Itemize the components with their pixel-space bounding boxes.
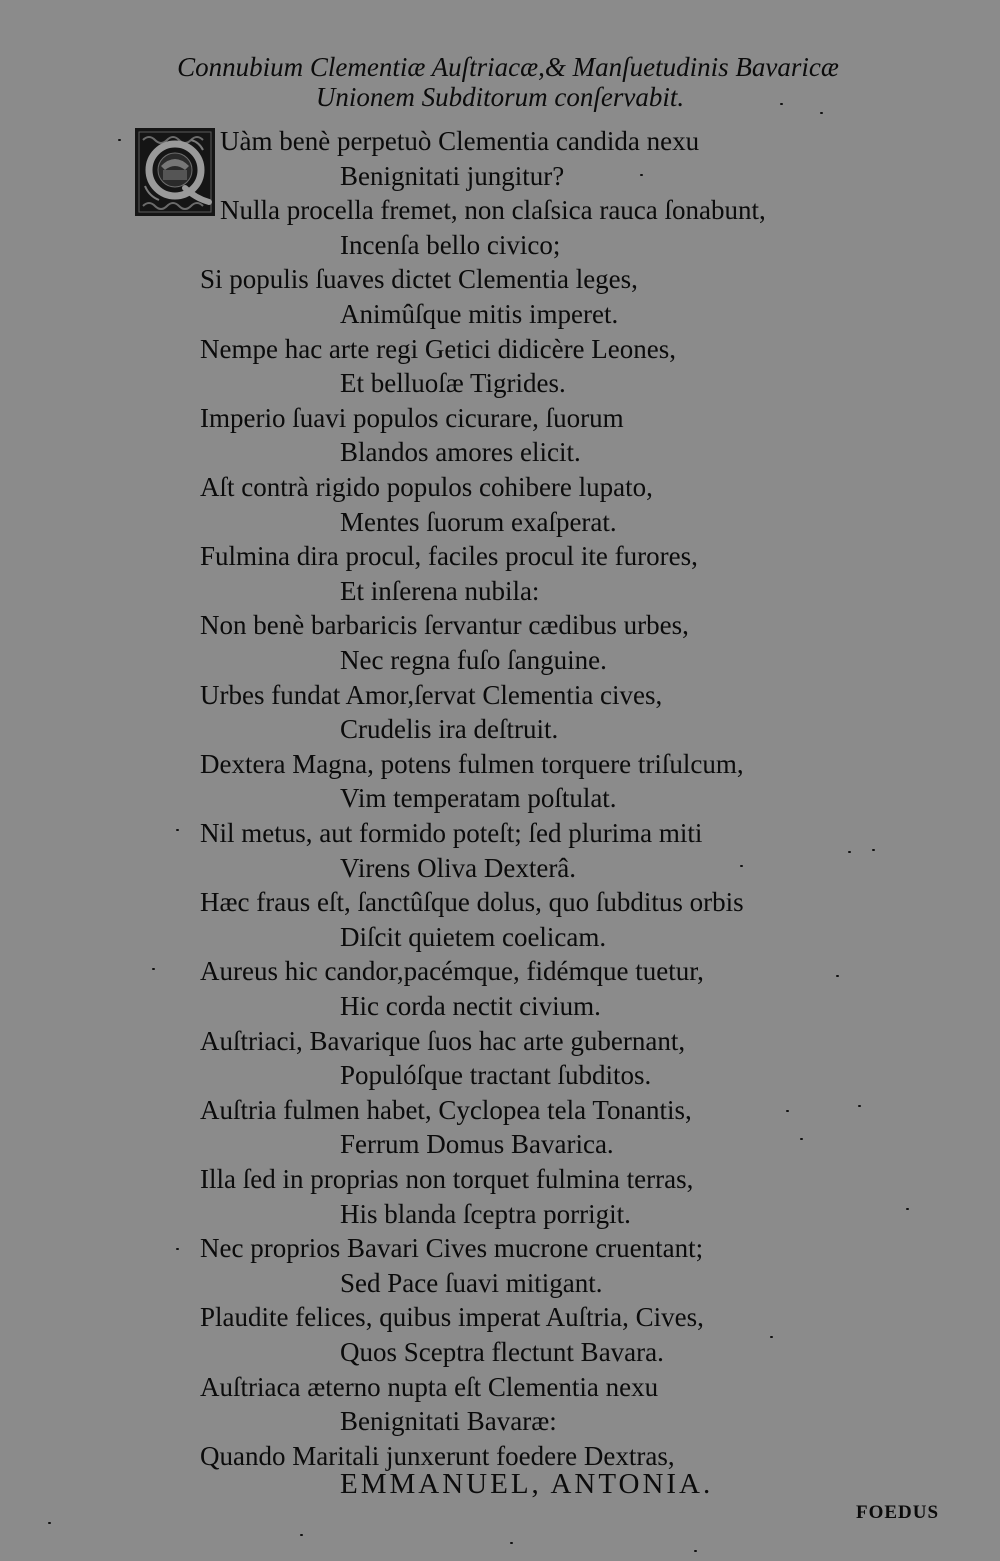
verse-line: Nulla procella fremet, non claſsica rauca ſonabunt,: [220, 195, 766, 226]
catchword: FOEDUS: [856, 1502, 940, 1523]
verse-line: Quando Maritali junxerunt foedere Dextras,: [200, 1440, 675, 1471]
verse-line: Auſtriaci, Bavarique ſuos hac arte gubernant,: [200, 1025, 686, 1056]
verse-line: Hæc fraus eſt, ſanctûſque dolus, quo ſubditus orbis: [200, 887, 744, 918]
verse-line: Benignitati jungitur?: [340, 160, 565, 191]
verse-line: Uàm benè perpetuò Clementia candida nexu: [220, 126, 700, 156]
verse-line: Plaudite felices, quibus imperat Auſtria, Cives,: [200, 1302, 704, 1333]
verse-line: Auſtriaca æterno nupta eſt Clementia nexu: [200, 1371, 659, 1402]
verse-line: Nec proprios Bavari Cives mucrone cruentant;: [200, 1233, 704, 1264]
verse-line: Animûſque mitis imperet.: [340, 299, 619, 329]
verse-line: Populóſque tractant ſubditos.: [340, 1060, 652, 1091]
verse-line: Nec regna fuſo ſanguine.: [340, 645, 607, 675]
signature-names: EMMANUEL, ANTONIA.: [340, 1468, 714, 1500]
verse-line: Et belluoſæ Tigrides.: [340, 368, 566, 399]
verse-line: Nempe hac arte regi Getici didicère Leones,: [200, 333, 677, 364]
page-title-line-1: Connubium Clementiæ Auſtriacæ,& Manſuetudinis Bavaricæ: [177, 52, 839, 82]
verse-line: Dextera Magna, potens fulmen torquere triſulcum,: [200, 748, 744, 779]
verse-line: Auſtria fulmen habet, Cyclopea tela Tonantis,: [200, 1094, 692, 1125]
verse-line: Vim temperatam poſtulat.: [340, 783, 617, 814]
verse-line: Fulmina dira procul, faciles procul ite furores,: [200, 541, 698, 572]
verse-line: Quos Sceptra flectunt Bavara.: [340, 1337, 664, 1367]
verse-line: Blandos amores elicit.: [340, 437, 581, 468]
verse-line: Virens Oliva Dexterâ.: [340, 852, 577, 883]
page-title-line-2: Unionem Subditorum conſervabit.: [315, 82, 685, 112]
verse-line: Et inſerena nubila:: [340, 575, 540, 606]
verse-line: Illa ſed in proprias non torquet fulmina terras,: [200, 1164, 694, 1194]
verse-line: Non benè barbaricis ſervantur cædibus urbes,: [200, 610, 689, 641]
verse-line: Urbes fundat Amor,ſervat Clementia cives,: [200, 679, 663, 710]
verse-line: His blanda ſceptra porrigit.: [340, 1198, 631, 1229]
verse-line: Nil metus, aut formido poteſt; ſed plurima miti: [200, 818, 703, 848]
verse-line: Imperio ſuavi populos cicurare, ſuorum: [200, 402, 624, 433]
verse-line: Aureus hic candor,pacémque, fidémque tuetur,: [200, 956, 704, 987]
ornamental-initial-q: [133, 126, 217, 218]
verse-line: Mentes ſuorum exaſperat.: [340, 506, 617, 537]
verse-line: Benignitati Bavaræ:: [340, 1406, 557, 1437]
verse-line: Incenſa bello civico;: [340, 229, 561, 260]
verse-line: Aſt contrà rigido populos cohibere lupato,: [200, 472, 653, 502]
verse-line: Hic corda nectit civium.: [340, 991, 601, 1021]
verse-line: Ferrum Domus Bavarica.: [340, 1129, 614, 1160]
verse-line: Diſcit quietem coelicam.: [340, 921, 607, 952]
verse-line: Sed Pace ſuavi mitigant.: [340, 1267, 603, 1298]
verse-line: Crudelis ira deſtruit.: [340, 714, 559, 745]
verse-line: Si populis ſuaves dictet Clementia leges,: [200, 264, 638, 295]
